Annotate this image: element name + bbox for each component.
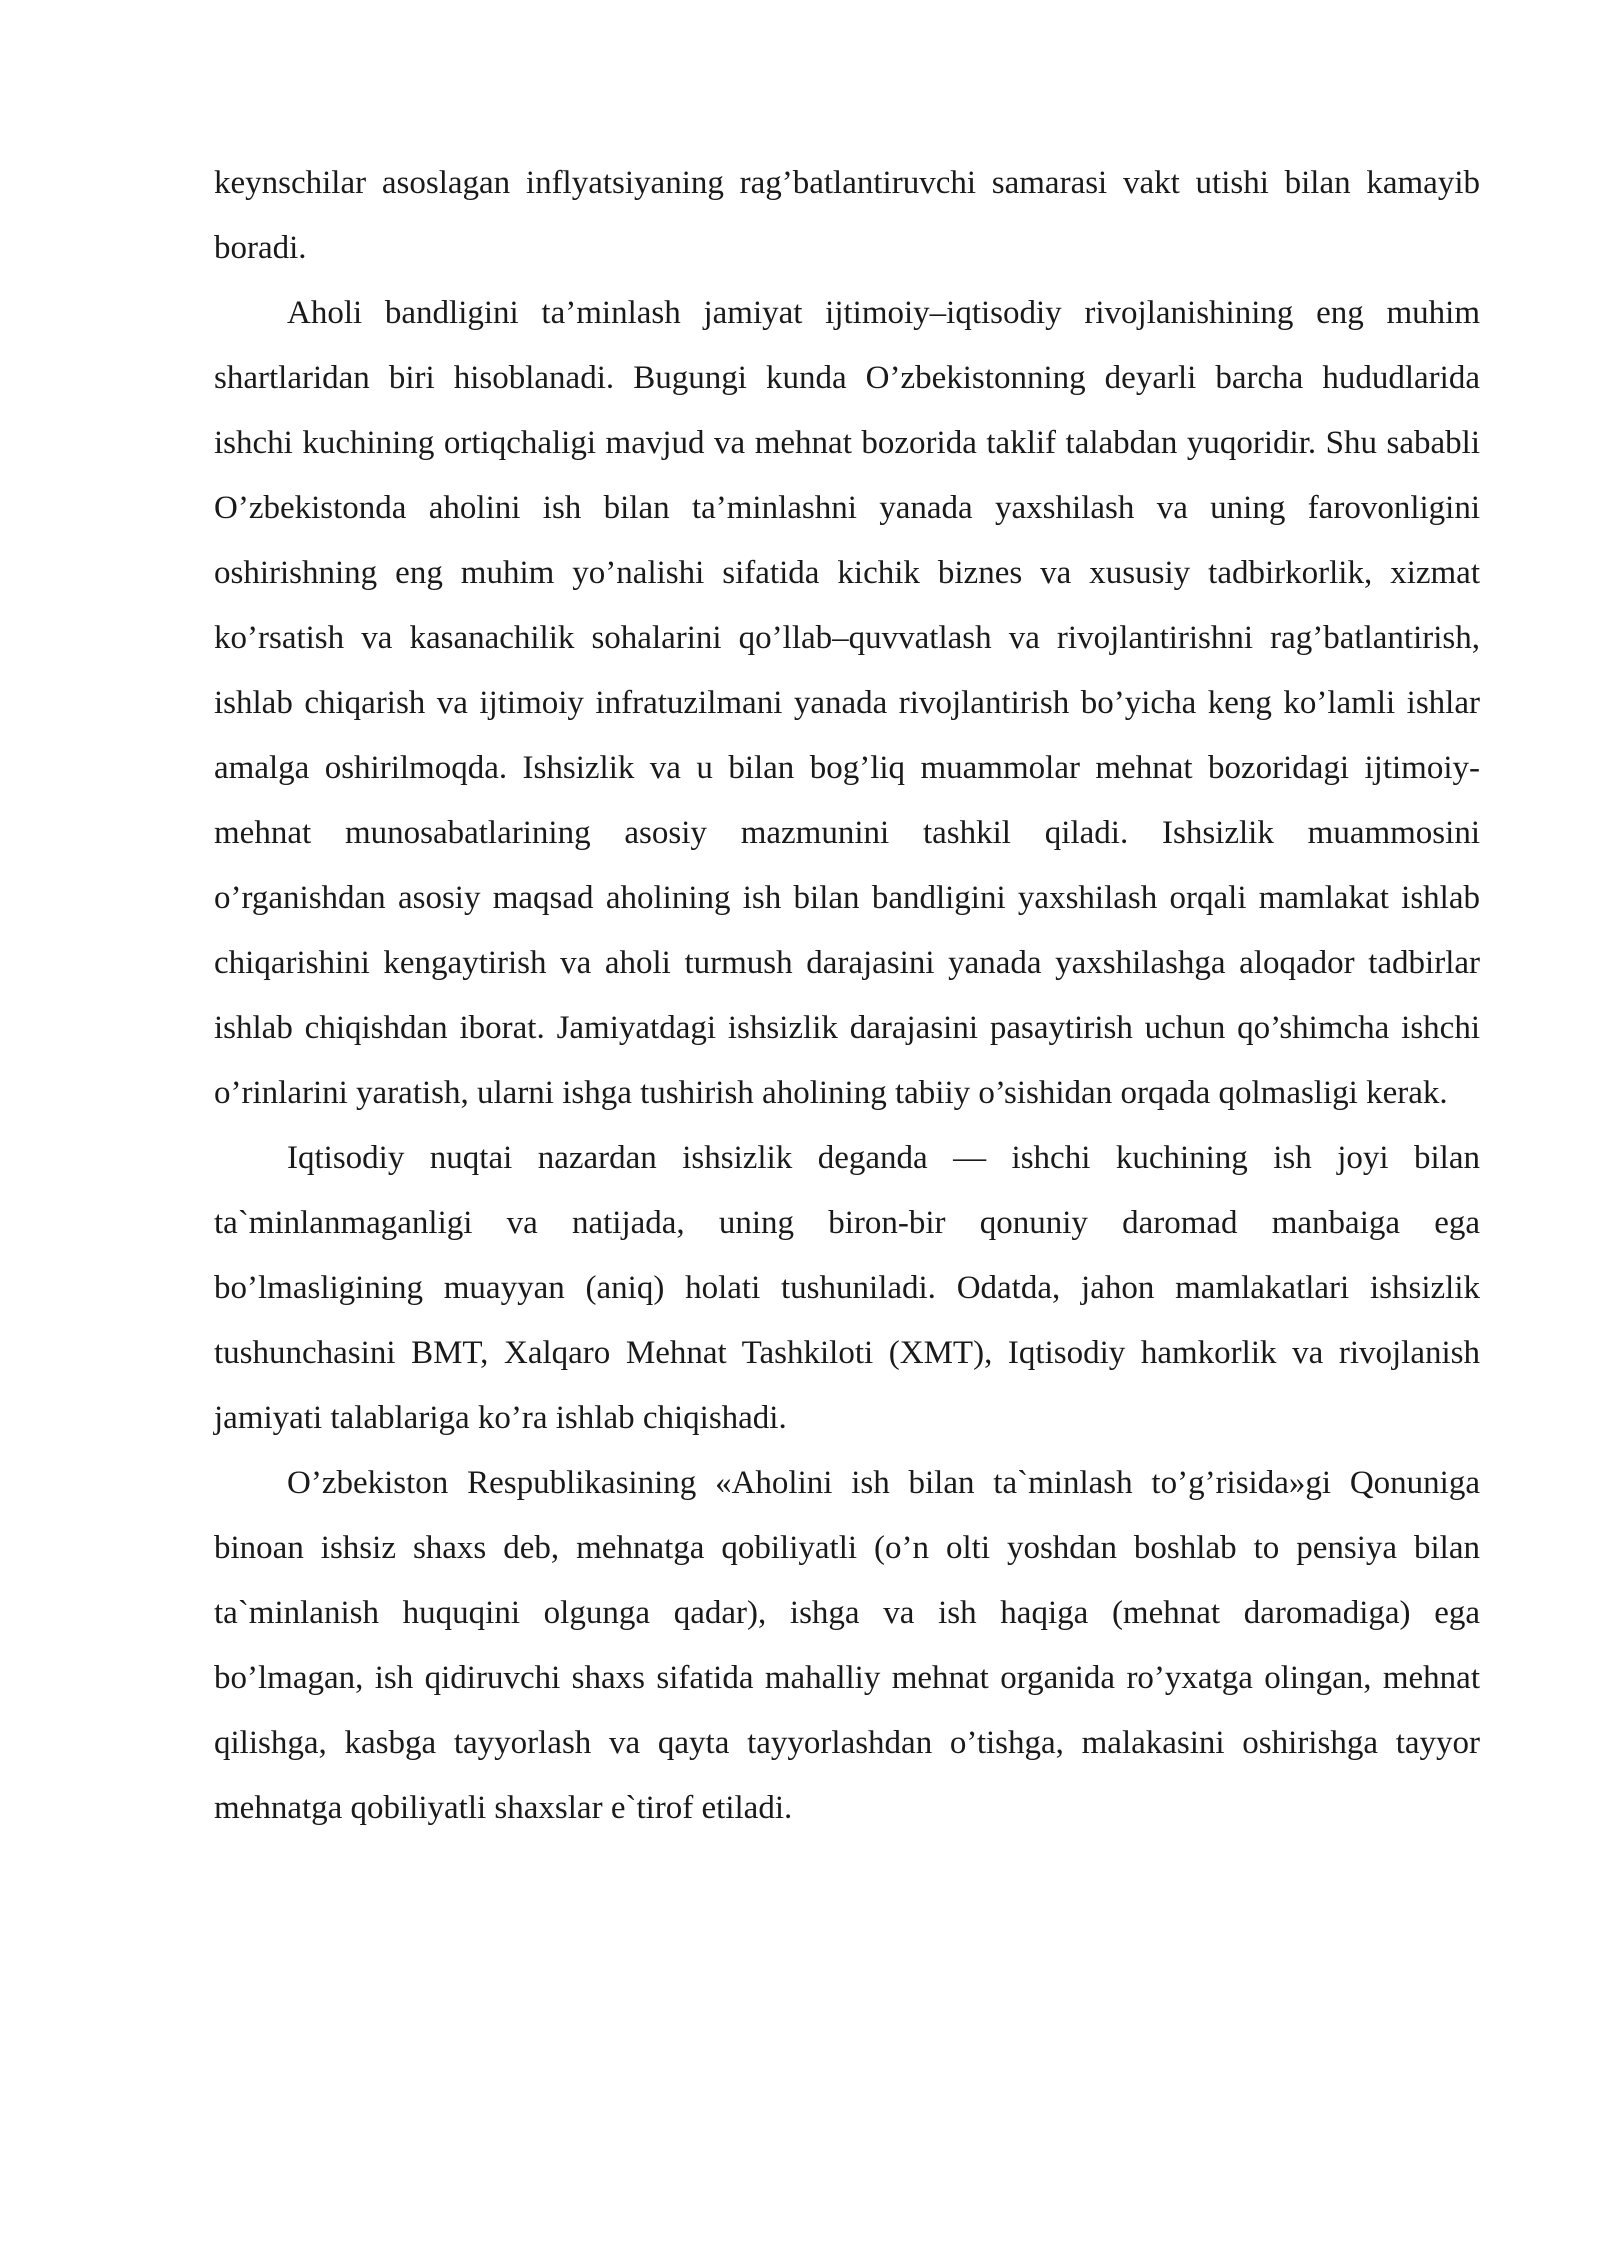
paragraph-1: keynschilar asoslagan inflyatsiyaning rag’batlantiruvchi samarasi vakt utishi bilan kamayib boradi. — [214, 165, 1480, 266]
paragraph-3: Iqtisodiy nuqtai nazardan ishsizlik deganda — ishchi kuchining ish joyi bilan ta`minlanmaganligi va natijada, uning biron-bir qonuniy daromad manbaiga ega bo’lmasligining muayyan (aniq) holati tushuniladi. Odatda, jahon mamlakatlari ishsizlik tushunchasini BMT, Xalqaro Mehnat Tashkiloti (XMT), Iqtisodiy hamkorlik va rivojlanish jamiyati talablariga ko’ra ishlab chiqishadi. — [214, 1140, 1480, 1436]
paragraph-2: Aholi bandligini ta’minlash jamiyat ijtimoiy–iqtisodiy rivojlanishining eng muhim shartlaridan biri hisoblanadi. Bugungi kunda O’zbekistonning deyarli barcha hududlarida ishchi kuchining ortiqchaligi mavjud va mehnat bozorida taklif talabdan yuqoridir. Shu sababli O’zbekistonda aholini ish bilan ta’minlashni yanada yaxshilash va uning farovonligini oshirishning eng muhim yo’nalishi sifatida kichik biznes va xususiy tadbirkorlik, xizmat ko’rsatish va kasanachilik sohalarini qo’llab–quvvatlash va rivojlantirishni rag’batlantirish, ishlab chiqarish va ijtimoiy infratuzilmani yanada rivojlantirish bo’yicha keng ko’lamli ishlar amalga oshirilmoqda. Ishsizlik va u bilan bog’liq muammolar mehnat bozoridagi ijtimoiy-mehnat munosabatlarining asosiy mazmunini tashkil qiladi. Ishsizlik muammosini o’rganishdan asosiy maqsad aholining ish bilan bandligini yaxshilash orqali mamlakat ishlab chiqarishini kengaytirish va aholi turmush darajasini yanada yaxshilashga aloqador tadbirlar ishlab chiqishdan iborat. Jamiyatdagi ishsizlik darajasini pasaytirish uchun qo’shimcha ishchi o’rinlarini yaratish, ularni ishga tushirish aholining tabiiy o’sishidan orqada qolmasligi kerak. — [214, 295, 1480, 1111]
paragraph-4: O’zbekiston Respublikasining «Aholini ish bilan ta`minlash to’g’risida»gi Qonuniga binoan ishsiz shaxs deb, mehnatga qobiliyatli (o’n olti yoshdan boshlab to pensiya bilan ta`minlanish huquqini olgunga qadar), ishga va ish haqiga (mehnat daromadiga) ega bo’lmagan, ish qidiruvchi shaxs sifatida mahalliy mehnat organida ro’yxatga olingan, mehnat qilishga, kasbga tayyorlash va qayta tayyorlashdan o’tishga, malakasini oshirishga tayyor mehnatga qobiliyatli shaxslar e`tirof etiladi. — [214, 1465, 1480, 1826]
document-body — [214, 151, 1480, 1841]
